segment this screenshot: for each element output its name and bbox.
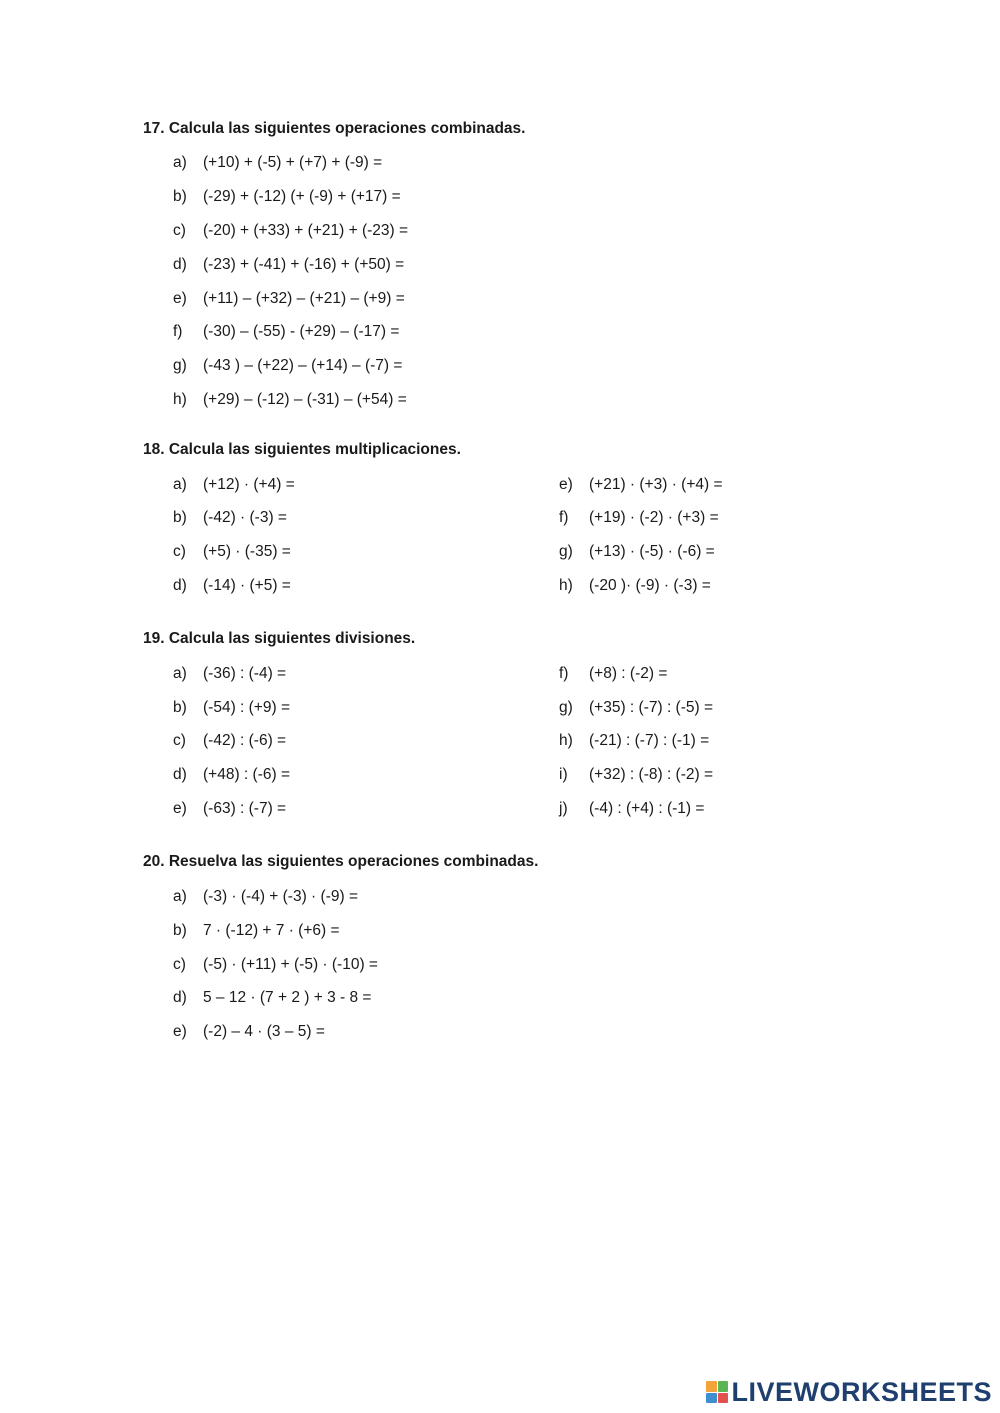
item-label: e) [559, 476, 573, 493]
liveworksheets-logo[interactable] [706, 1377, 992, 1407]
item-label: e) [173, 1023, 187, 1040]
item-expression: (-36) : (-4) = [203, 665, 287, 682]
item-expression: (+19) · (-2) · (+3) = [589, 509, 719, 526]
item-expression: (+48) : (-6) = [203, 766, 290, 783]
item-label: d) [173, 989, 187, 1006]
item-label: b) [173, 509, 187, 526]
item-label: b) [173, 188, 187, 205]
item-expression: (+29) – (-12) – (-31) – (+54) = [203, 391, 407, 408]
exercise-20c [173, 955, 378, 975]
exercise-18b [173, 508, 287, 528]
exercise-17c [173, 221, 408, 241]
item-label: h) [559, 577, 573, 594]
item-expression: (-42) · (-3) = [203, 509, 287, 526]
exercise-19e [173, 799, 286, 819]
item-expression: (+11) – (+32) – (+21) – (+9) = [203, 290, 405, 307]
item-expression: (-20) + (+33) + (+21) + (-23) = [203, 222, 409, 239]
exercise-17e [173, 289, 405, 309]
exercise-17h [173, 390, 407, 410]
item-expression: (-3) · (-4) + (-3) · (-9) = [203, 888, 358, 905]
item-label: c) [173, 543, 186, 560]
exercise-19c [173, 731, 286, 751]
item-label: j) [559, 800, 568, 817]
item-expression: (-2) – 4 · (3 – 5) = [203, 1023, 325, 1040]
item-expression: (-5) · (+11) + (-5) · (-10) = [203, 956, 378, 973]
item-label: f) [559, 509, 569, 526]
section-18-title: 18. Calcula las siguientes multiplicaciones. [143, 441, 461, 458]
exercise-19h [559, 731, 709, 751]
exercise-18g [559, 542, 715, 562]
exercise-17a [173, 153, 382, 173]
exercise-17b [173, 187, 401, 207]
item-expression: (-30) – (-55) - (+29) – (-17) = [203, 323, 400, 340]
item-expression: (-63) : (-7) = [203, 800, 287, 817]
exercise-18e [559, 475, 723, 495]
item-label: b) [173, 699, 187, 716]
item-label: a) [173, 888, 187, 905]
item-label: d) [173, 577, 187, 594]
item-label: a) [173, 154, 187, 171]
exercise-18a [173, 475, 295, 495]
logo-text: LIVEWORKSHEETS [731, 1376, 992, 1407]
item-expression: (+8) : (-2) = [589, 665, 668, 682]
exercise-20d [173, 988, 371, 1008]
item-expression: (+5) · (-35) = [203, 543, 291, 560]
exercise-18c [173, 542, 291, 562]
exercise-20e [173, 1022, 325, 1042]
section-19-title: 19. Calcula las siguientes divisiones. [143, 630, 416, 647]
item-label: a) [173, 665, 187, 682]
item-label: d) [173, 256, 187, 273]
item-expression: (+35) : (-7) : (-5) = [589, 699, 714, 716]
exercise-17f [173, 322, 399, 342]
item-label: g) [559, 543, 573, 560]
exercise-19g [559, 698, 713, 718]
item-label: e) [173, 290, 187, 307]
item-label: i) [559, 766, 568, 783]
item-expression: (-29) + (-12) (+ (-9) + (+17) = [203, 188, 401, 205]
exercise-20b [173, 921, 340, 941]
item-label: c) [173, 222, 186, 239]
item-label: e) [173, 800, 187, 817]
item-label: f) [559, 665, 569, 682]
exercise-19j [559, 799, 704, 819]
exercise-18d [173, 576, 291, 596]
logo-mark-icon [706, 1381, 728, 1403]
exercise-20a [173, 887, 358, 907]
item-label: g) [173, 357, 187, 374]
item-expression: 5 – 12 · (7 + 2 ) + 3 - 8 = [203, 989, 372, 1006]
item-label: b) [173, 922, 187, 939]
item-expression: (+21) · (+3) · (+4) = [589, 476, 723, 493]
exercise-17d [173, 255, 404, 275]
exercise-18f [559, 508, 719, 528]
exercise-19i [559, 765, 713, 785]
item-expression: (-23) + (-41) + (-16) + (+50) = [203, 256, 405, 273]
item-expression: (-14) · (+5) = [203, 577, 291, 594]
item-label: c) [173, 732, 186, 749]
exercise-18h [559, 576, 711, 596]
item-expression: (+32) : (-8) : (-2) = [589, 766, 714, 783]
item-expression: (-43 ) – (+22) – (+14) – (-7) = [203, 357, 403, 374]
item-expression: (-42) : (-6) = [203, 732, 287, 749]
item-label: f) [173, 323, 183, 340]
exercise-19d [173, 765, 290, 785]
item-label: h) [559, 732, 573, 749]
exercise-17g [173, 356, 402, 376]
section-17-title: 17. Calcula las siguientes operaciones combinadas. [143, 120, 526, 137]
item-expression: (-54) : (+9) = [203, 699, 290, 716]
item-label: g) [559, 699, 573, 716]
exercise-19b [173, 698, 290, 718]
item-label: h) [173, 391, 187, 408]
item-expression: (+13) · (-5) · (-6) = [589, 543, 715, 560]
exercise-19a [173, 664, 286, 684]
exercise-19f [559, 664, 667, 684]
item-label: d) [173, 766, 187, 783]
section-20-title: 20. Resuelva las siguientes operaciones combinadas. [143, 853, 539, 870]
item-expression: (-4) : (+4) : (-1) = [589, 800, 705, 817]
item-expression: (+12) · (+4) = [203, 476, 295, 493]
item-label: a) [173, 476, 187, 493]
item-expression: (-20 )· (-9) · (-3) = [589, 577, 711, 594]
item-label: c) [173, 956, 186, 973]
item-expression: (-21) : (-7) : (-1) = [589, 732, 710, 749]
item-expression: (+10) + (-5) + (+7) + (-9) = [203, 154, 383, 171]
item-expression: 7 · (-12) + 7 · (+6) = [203, 922, 340, 939]
